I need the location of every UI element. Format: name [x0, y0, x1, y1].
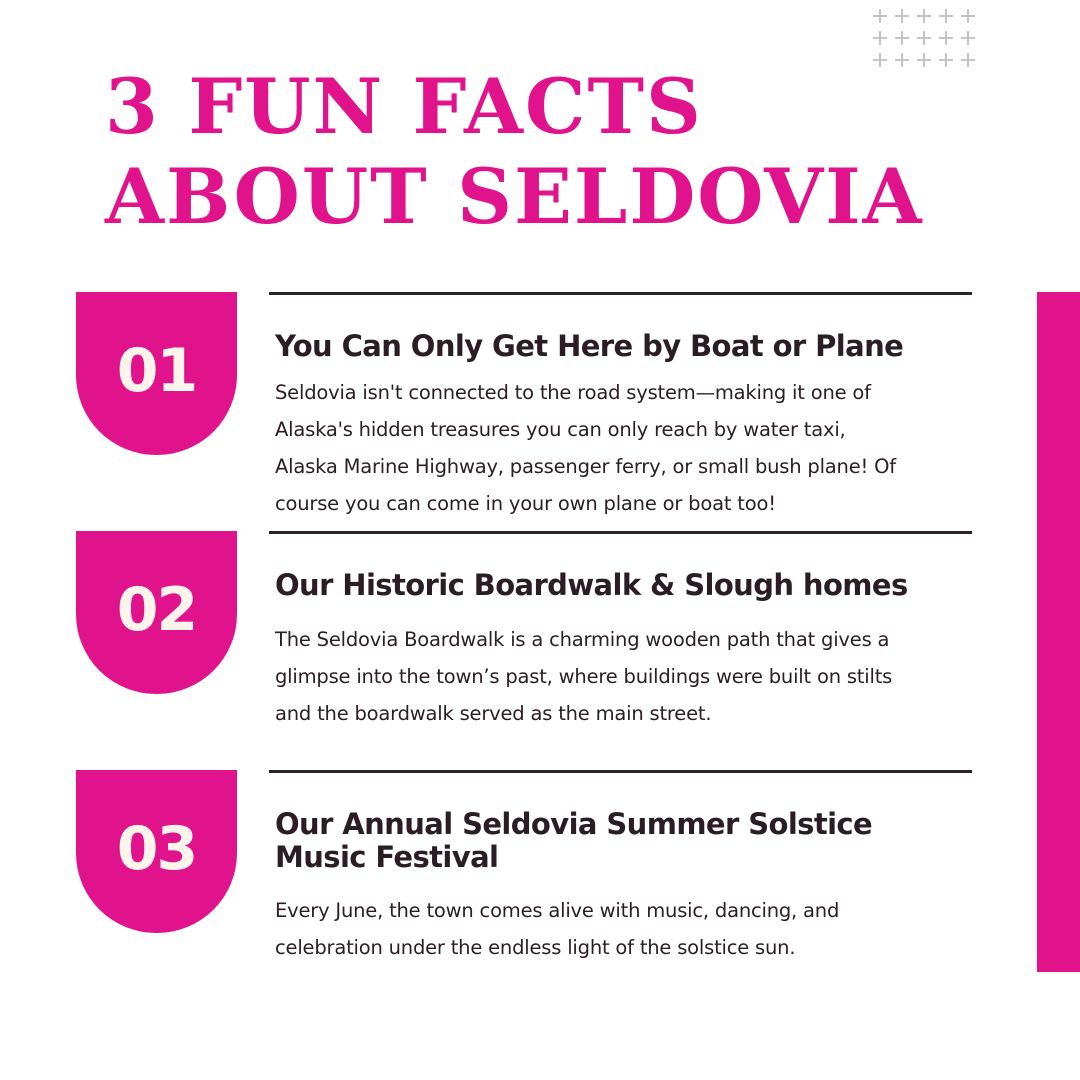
plus-icon	[917, 31, 931, 45]
plus-icon	[961, 53, 975, 67]
fact-body-line: The Seldovia Boardwalk is a charming wooden path that gives a	[275, 628, 890, 651]
plus-icon	[895, 9, 909, 23]
fact-number-badge	[76, 292, 237, 455]
plus-icon	[961, 31, 975, 45]
fact-body	[275, 621, 975, 732]
fact-body-line: Every June, the town comes alive with music, dancing, and	[275, 899, 840, 922]
fact-number: 01	[116, 335, 197, 406]
fact-divider	[269, 531, 972, 534]
page-title-line-2: ABOUT SELDOVIA	[105, 152, 924, 241]
plus-icon	[895, 31, 909, 45]
plus-icon	[873, 9, 887, 23]
plus-icon	[961, 9, 975, 23]
fact-body-line: Alaska Marine Highway, passenger ferry, or small bush plane! Of	[275, 455, 896, 478]
fact-heading	[275, 808, 975, 874]
plus-pattern-decoration	[868, 4, 978, 70]
fact-heading	[275, 569, 975, 602]
fact-divider	[269, 292, 972, 295]
fact-body-line: celebration under the endless light of the solstice sun.	[275, 936, 796, 959]
fact-body-line: glimpse into the town’s past, where buildings were built on stilts	[275, 665, 893, 688]
fact-body	[275, 374, 975, 522]
fact-number: 03	[116, 813, 197, 884]
page-title-line-1: 3 FUN FACTS	[105, 62, 703, 151]
plus-icon	[917, 9, 931, 23]
fact-heading-line: You Can Only Get Here by Boat or Plane	[275, 329, 904, 363]
fact-heading-line: Our Historic Boardwalk & Slough homes	[275, 568, 908, 602]
fact-item-1	[0, 292, 1080, 532]
fact-divider	[269, 770, 972, 773]
plus-icon	[939, 53, 953, 67]
fact-heading	[275, 330, 975, 363]
fact-body-line: course you can come in your own plane or boat too!	[275, 492, 776, 515]
fact-heading-line: Our Annual Seldovia Summer Solstice	[275, 807, 873, 841]
page-title	[105, 62, 924, 242]
fact-body-line: Alaska's hidden treasures you can only reach by water taxi,	[275, 418, 846, 441]
fact-body-line: Seldovia isn't connected to the road system—making it one of	[275, 381, 871, 404]
plus-icon	[939, 9, 953, 23]
fact-item-3	[0, 770, 1080, 1010]
plus-icon	[939, 31, 953, 45]
fact-number-badge	[76, 770, 237, 933]
fact-number: 02	[116, 574, 197, 645]
plus-icon	[873, 31, 887, 45]
fact-body-line: and the boardwalk served as the main street.	[275, 702, 712, 725]
fact-heading-line: Music Festival	[275, 840, 499, 874]
fact-body	[275, 892, 975, 966]
fact-number-badge	[76, 531, 237, 694]
fact-item-2	[0, 531, 1080, 771]
